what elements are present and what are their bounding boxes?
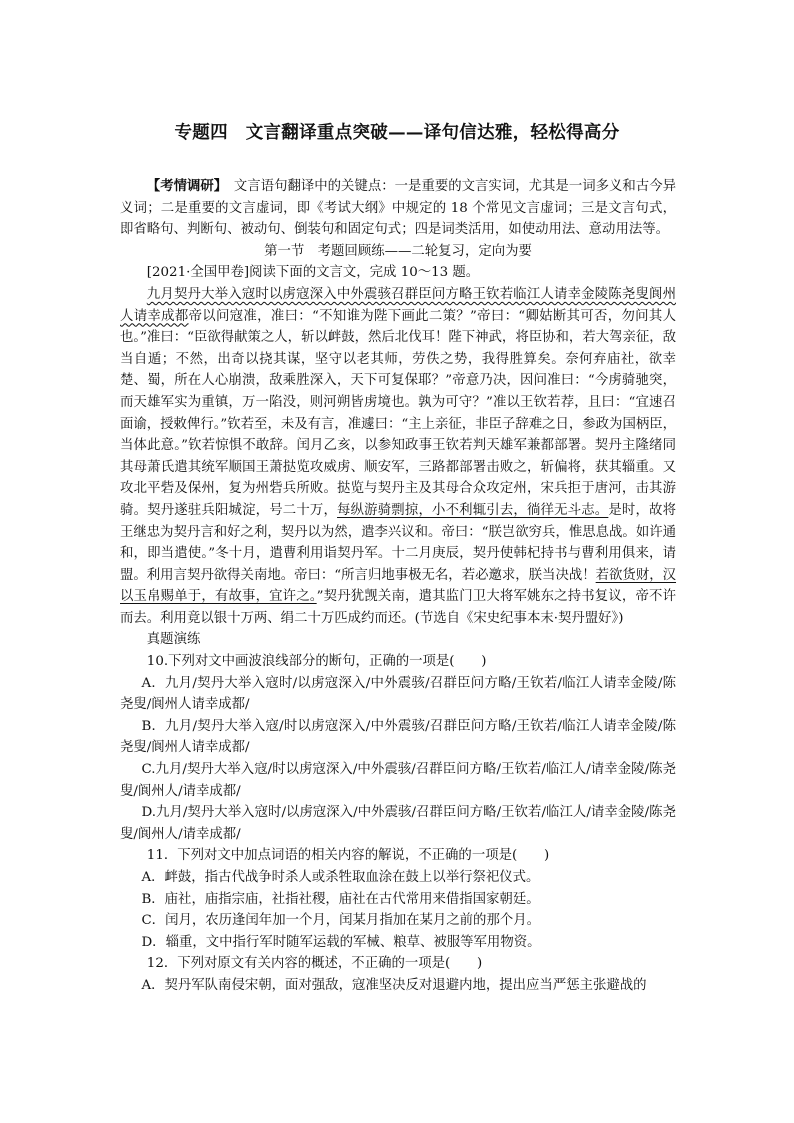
intro-tag: 【考情调研】	[146, 178, 221, 194]
page-title: 专题四 文言翻译重点突破——译句信达雅，轻松得高分	[174, 123, 620, 143]
wavy-underlined-segment: 九月契丹大举入寇时以虏寇深入中外震骇召群臣问方略王钦若临江人请幸金陵陈尧叟阆州人请幸成都	[120, 286, 676, 324]
section-heading: 第一节 考题回顾练——二轮复习，定向为要	[264, 243, 532, 259]
document-body	[120, 176, 676, 997]
intro-paragraph	[120, 176, 676, 241]
question-11-option-c: C．闰月，农历逢闰年加一个月，闰某月指加在某月之前的那个月。	[141, 913, 541, 929]
underlined-sentence-1: 每纵游骑剽掠，小不利辄引去，徜徉无斗志。	[337, 502, 609, 518]
question-12-option-a: A．契丹军队南侵宋朝，面对强敌，寇准坚决反对退避内地，提出应当严惩主张避战的	[141, 977, 647, 993]
question-11-option-d: D．辎重，文中指行军时随军运载的军械、粮草、被服等军用物资。	[141, 934, 541, 950]
source-line: [2021·全国甲卷]阅读下面的文言文，完成 10～13 题。	[146, 265, 480, 281]
underlined-sentence-2: 若欲货财，汉以玉帛赐单于，有故事，宜许之。	[120, 567, 677, 605]
practice-label: 真题演练	[146, 632, 201, 648]
question-10-option-a: A．九月/契丹大举入寇时/以虏寇深入/中外震骇/召群臣问方略/王钦若/临江人请幸金陵/陈尧叟/阆州人请幸成都/	[120, 675, 676, 713]
question-10-option-d: D.九月/契丹大举入寇时/以虏寇深入/中外震骇/召群臣问方略/王钦若/临江人/请幸金陵/陈尧叟/阆州人/请幸成都/	[120, 805, 676, 842]
intro-text: 文言语句翻译中的关键点：一是重要的文言实词，尤其是一词多义和古今异义词；二是重要的文言虚词，即《考试大纲》中规定的 18 个常见文言虚词；三是文言句式，即省略句、判断句、被动句、倒装句和固定句式；四是词类活用，如使动用法、意动用法等。	[120, 179, 676, 238]
question-12-stem: 12．下列对原文有关内容的概述，不正确的一项是( )	[146, 956, 483, 972]
passage-paragraph	[120, 284, 676, 630]
question-11-stem: 11．下列对文中加点词语的相关内容的解说，不正确的一项是( )	[146, 848, 550, 864]
passage-text-2: 是时，故将王继忠为契丹言和好之利，契丹以为然，遣李兴议和。帝曰：“朕岂欲穷兵，惟思息战。如许通和，即当遣使。”冬十月，遣曹利用诣契丹军。十二月庚辰，契丹使韩杞持书与曹利用俱来，请盟。利用言契丹欲得关南地。帝曰：“所言归地事极无名，若必邀求，朕当决战！	[120, 502, 677, 583]
passage-text-1: 帝以问寇准，准曰：“不知谁为陛下画此二策？”帝曰：“卿姑断其可否，勿问其人也。”准曰：“臣欲得献策之人，斩以衅鼓，然后北伐耳！陛下神武，将臣协和，若大驾亲征，敌当自遁；不然，出奇以挠其谋，坚守以老其师，劳佚之势，我得胜算矣。奈何弃庙社，欲幸楚、蜀，所在人心崩溃，敌乘胜深入，天下可复保耶？”帝意乃决，因问准曰：“今虏骑驰突，而天雄军实为重镇，万一陷没，则河朔皆虏境也。孰为可守？”准以王钦若荐，且曰：“宜速召面谕，授敕俾行。”钦若至，未及有言，准遽曰：“主上亲征，非臣子辞难之日，参政为国柄臣，当体此意。”钦若惊惧不敢辞。闰月乙亥，以参知政事王钦若判天雄军兼都部署。契丹主隆绪同其母萧氏遣其统军顺国王萧挞览攻威虏、顺安军，三路都部署击败之，斩偏将，获其辎重。又攻北平砦及保州，复为州砦兵所败。挞览与契丹主及其母合众攻定州，宋兵拒于唐河，击其游骑。契丹遂驻兵阳城淀，号二十万，	[120, 308, 677, 518]
question-10-option-c: C.九月/契丹大举入寇/时以虏寇深入/中外震骇/召群臣问方略/王钦若/临江人/请幸金陵/陈尧叟/阆州人/请幸成都/	[120, 762, 676, 799]
question-11-option-b: B．庙社，庙指宗庙，社指社稷，庙社在古代常用来借指国家朝廷。	[141, 891, 540, 907]
question-10-stem: 10.下列对文中画波浪线部分的断句，正确的一项是( )	[146, 654, 487, 670]
question-11-option-a: A．衅鼓，指古代战争时杀人或杀牲取血涂在鼓上以举行祭祀仪式。	[141, 870, 540, 885]
passage-text-3: ”契丹犹觊关南，遣其监门卫大将军姚东之持书复议，帝不许而去。利用竟以银十万两、绢二十万匹成约而还。(节选自《宋史纪事本末·契丹盟好》)	[120, 589, 676, 626]
question-10-option-b: B．九月/契丹大举入寇/时以虏寇深入/中外震骇/召群臣问方略/王钦若/临江人请幸金陵/陈尧叟/阆州人请幸成都/	[120, 718, 676, 756]
